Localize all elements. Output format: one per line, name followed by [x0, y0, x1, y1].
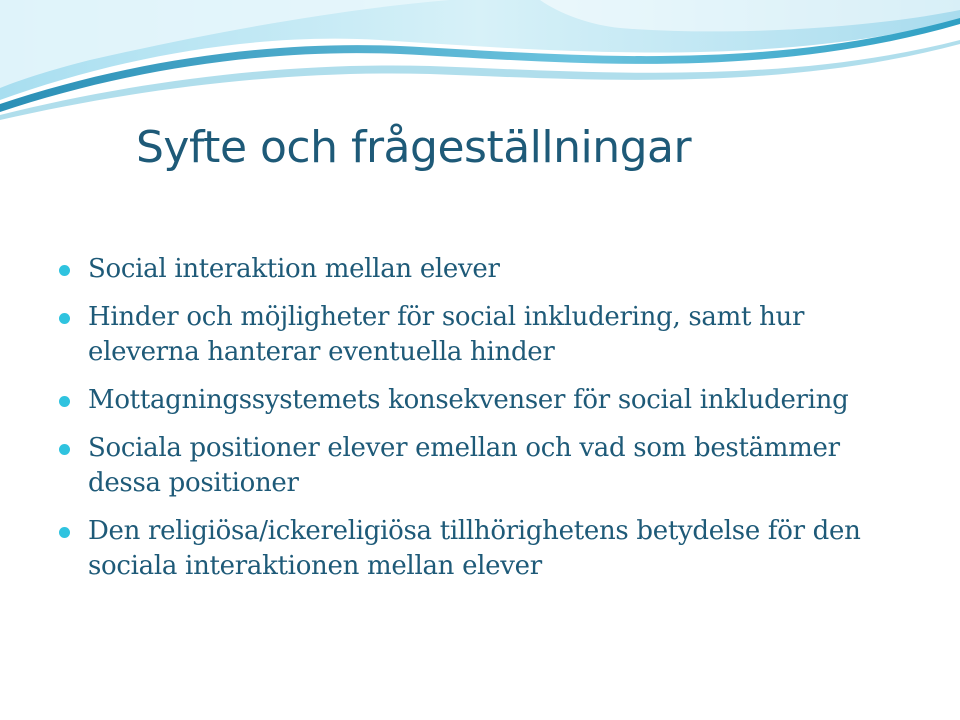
bullet-text: Hinder och möjligheter för social inkludering, samt hur eleverna hanterar eventuella hinder [88, 302, 805, 367]
slide-title: Syfte och frågeställningar [136, 122, 692, 173]
bullet-dot-icon [59, 444, 70, 455]
bullet-text: Mottagningssystemets konsekvenser för social inkludering [88, 385, 849, 415]
bullet-item [0, 514, 888, 584]
bullet-text: Sociala positioner elever emellan och vad som bestämmer dessa positioner [88, 433, 840, 498]
decorative-wave-banner [0, 0, 960, 130]
bullet-dot-icon [59, 313, 70, 324]
bullet-dot-icon [59, 265, 70, 276]
bullet-dot-icon [59, 396, 70, 407]
bullet-text: Social interaktion mellan elever [88, 254, 500, 284]
bullet-item [0, 300, 888, 370]
bullet-text: Den religiösa/ickereligiösa tillhörighetens betydelse för den sociala interaktionen mellan elever [88, 516, 861, 581]
bullet-dot-icon [59, 527, 70, 538]
bullet-item [0, 252, 888, 287]
bullet-list [0, 252, 960, 597]
bullet-item [0, 383, 888, 418]
bullet-item [0, 431, 888, 501]
